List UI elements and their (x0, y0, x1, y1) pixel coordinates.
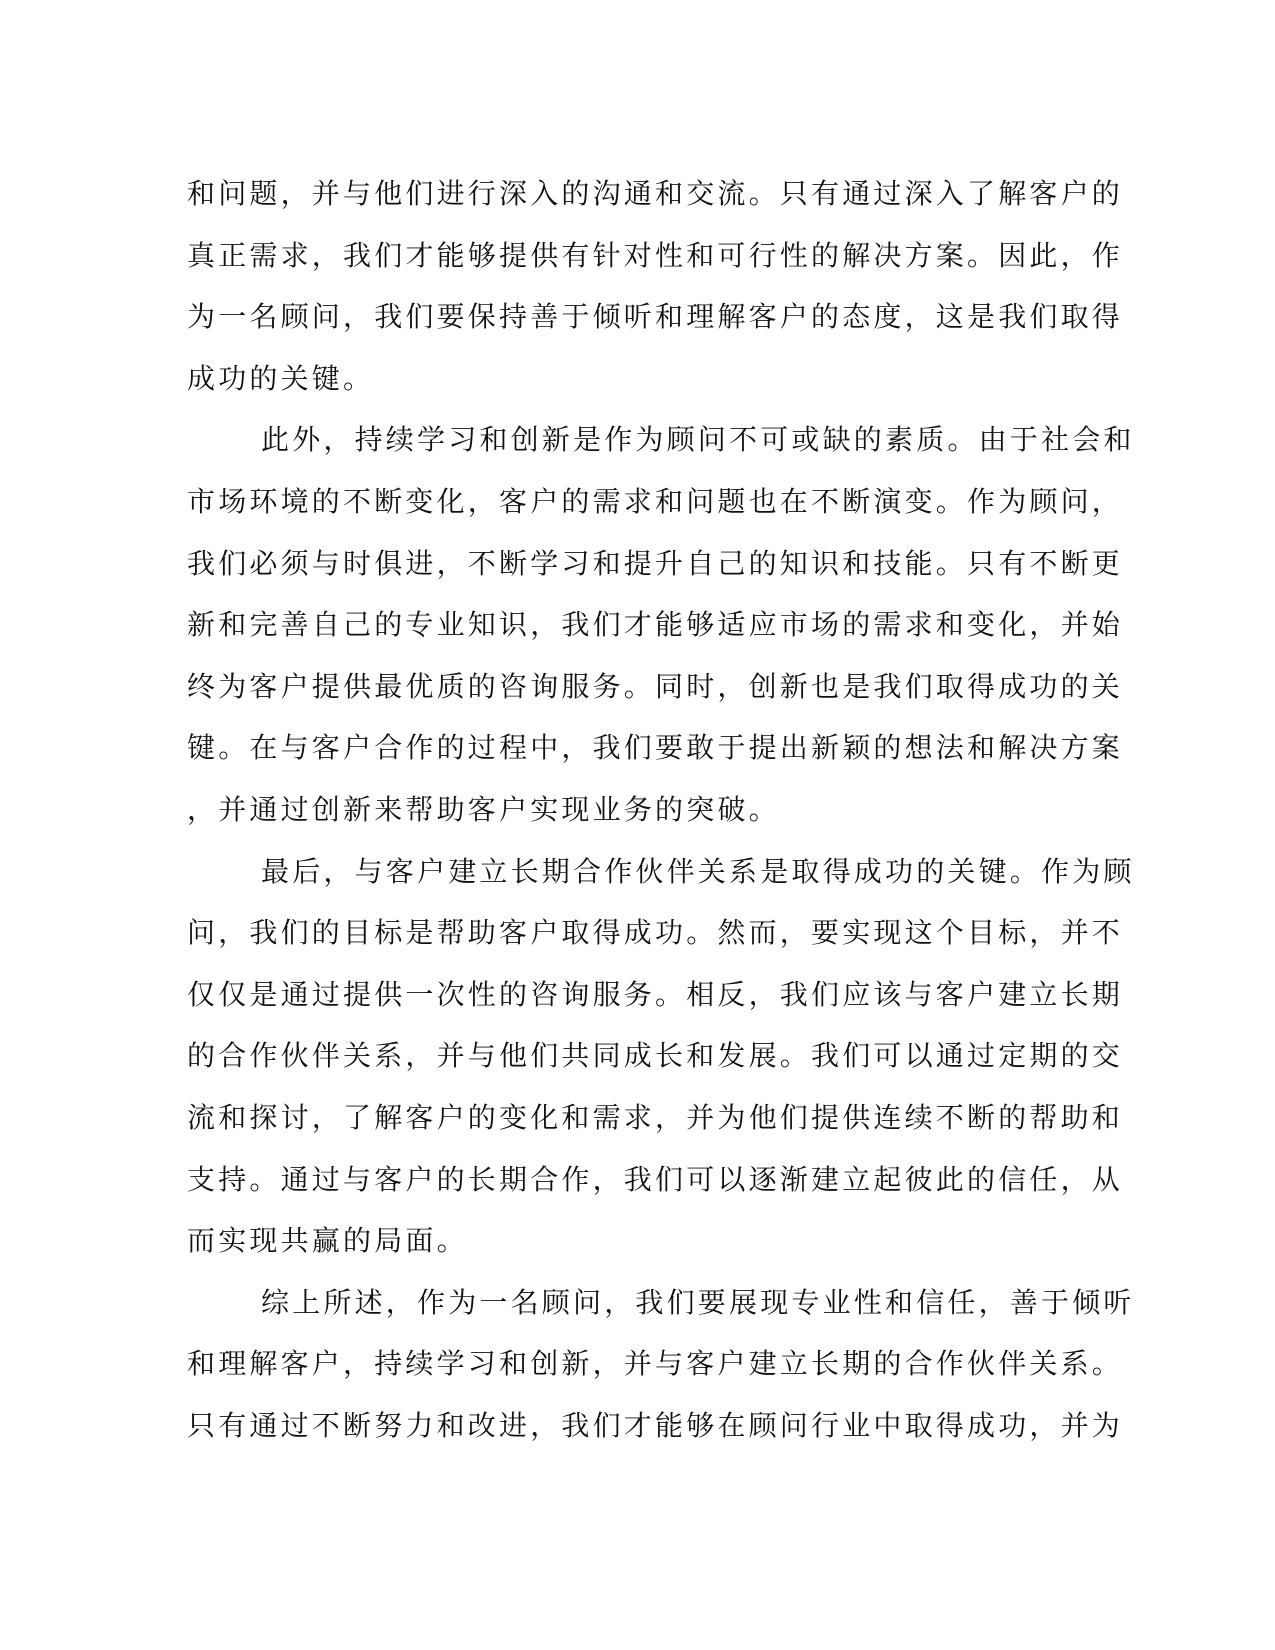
text-line: 我们必须与时俱进，不断学习和提升自己的知识和技能。只有不断更 (187, 546, 1124, 580)
text-line: 和理解客户，持续学习和创新，并与客户建立长期的合作伙伴关系。 (187, 1347, 1124, 1381)
text-line: 终为客户提供最优质的咨询服务。同时，创新也是我们取得成功的关 (187, 669, 1124, 703)
text-line: 和问题，并与他们进行深入的沟通和交流。只有通过深入了解客户的 (187, 177, 1124, 210)
text-line: 为一名顾问，我们要保持善于倾听和理解客户的态度，这是我们取得 (187, 300, 1124, 334)
text-line: 流和探讨，了解客户的变化和需求，并为他们提供连续不断的帮助和 (187, 1100, 1124, 1134)
paragraph-start-line: 此外，持续学习和创新是作为顾问不可或缺的素质。由于社会和 (261, 423, 1135, 457)
text-line: 问，我们的目标是帮助客户取得成功。然而，要实现这个目标，并不 (187, 916, 1124, 950)
paragraph-start-line: 最后，与客户建立长期合作伙伴关系是取得成功的关键。作为顾 (261, 854, 1135, 888)
text-line: 真正需求，我们才能够提供有针对性和可行性的解决方案。因此，作 (187, 238, 1124, 272)
body-text (187, 163, 1135, 1456)
text-line: 仅仅是通过提供一次性的咨询服务。相反，我们应该与客户建立长期 (187, 977, 1124, 1011)
text-line: 成功的关键。 (187, 361, 375, 395)
text-line: 键。在与客户合作的过程中，我们要敢于提出新颖的想法和解决方案 (187, 731, 1124, 765)
text-line: 市场环境的不断变化，客户的需求和问题也在不断演变。作为顾问， (187, 484, 1124, 518)
text-line: 的合作伙伴关系，并与他们共同成长和发展。我们可以通过定期的交 (187, 1039, 1124, 1073)
text-line: 只有通过不断努力和改进，我们才能够在顾问行业中取得成功，并为 (187, 1408, 1124, 1442)
text-line: 支持。通过与客户的长期合作，我们可以逐渐建立起彼此的信任，从 (187, 1162, 1124, 1196)
text-line: 而实现共赢的局面。 (187, 1224, 468, 1258)
text-line: 新和完善自己的专业知识，我们才能够适应市场的需求和变化，并始 (187, 608, 1124, 642)
paragraph-start-line: 综上所述，作为一名顾问，我们要展现专业性和信任，善于倾听 (261, 1285, 1135, 1319)
text-line: ，并通过创新来帮助客户实现业务的突破。 (187, 792, 780, 826)
